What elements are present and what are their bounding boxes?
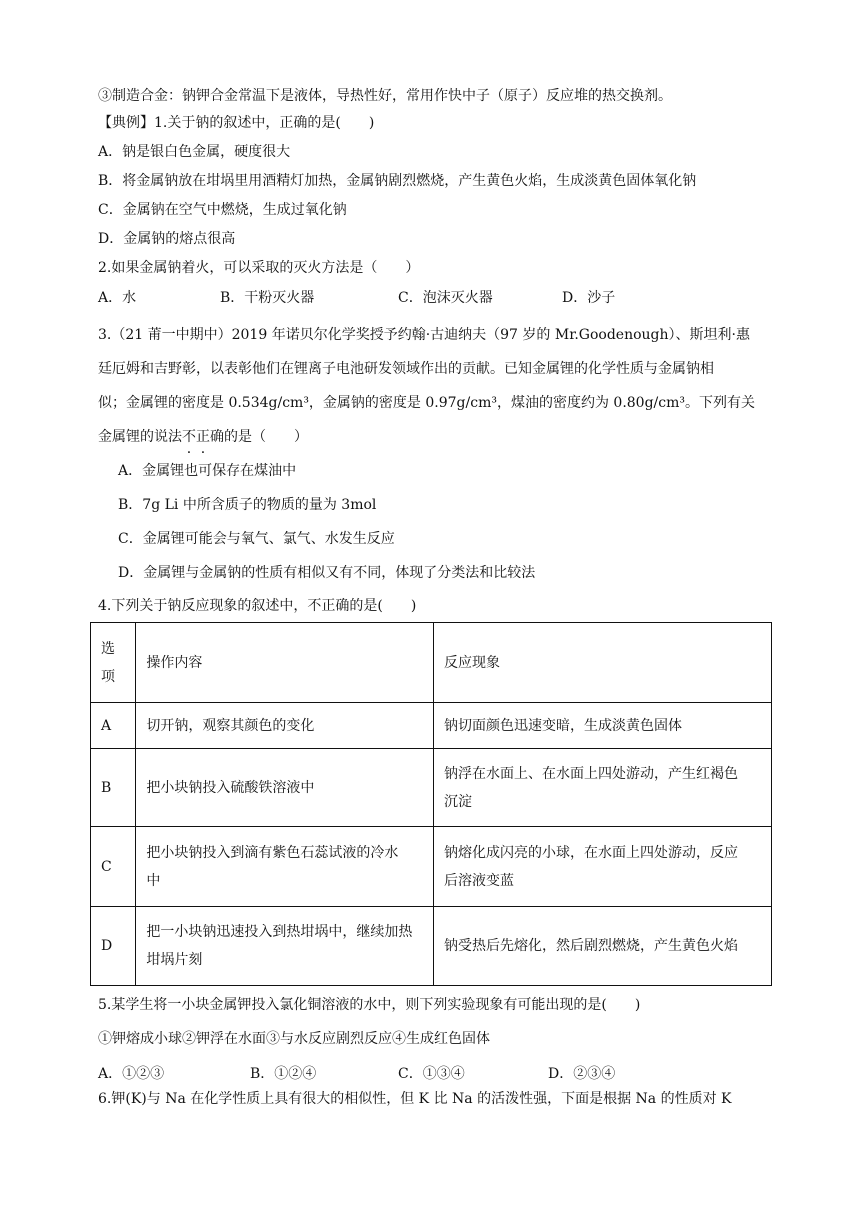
q1-option-d: D．金属钠的熔点很高 bbox=[98, 231, 236, 247]
header-phenomenon: 反应现象 bbox=[434, 623, 772, 703]
q5-option-a: A．①②③ bbox=[98, 1066, 165, 1082]
example-heading: 【典例】1.关于钠的叙述中，正确的是( ) bbox=[98, 115, 375, 131]
row-phenomenon: 钠受热后先熔化，然后剧烈燃烧，产生黄色火焰 bbox=[434, 907, 772, 986]
row-operation: 把一小块钠迅速投入到热坩埚中，继续加热 坩埚片刻 bbox=[136, 907, 434, 986]
table-row bbox=[91, 749, 772, 827]
q3-option-b: B．7g Li 中所含质子的物质的量为 3mol bbox=[118, 497, 377, 513]
table-row bbox=[91, 703, 772, 749]
row-operation: 切开钠，观察其颜色的变化 bbox=[136, 703, 434, 749]
row-label: B bbox=[91, 749, 136, 827]
table-header-row bbox=[91, 623, 772, 703]
row-phenomenon: 钠切面颜色迅速变暗，生成淡黄色固体 bbox=[434, 703, 772, 749]
q4-table bbox=[90, 622, 772, 986]
q2-option-c: C．泡沫灭火器 bbox=[398, 290, 493, 306]
header-option: 选 项 bbox=[91, 623, 136, 703]
question-3-line3: 似；金属锂的密度是 0.534g/cm³，金属钠的密度是 0.97g/cm³，煤油的密度约为 0.80g/cm³。下列有关 bbox=[98, 395, 755, 411]
row-label: A bbox=[91, 703, 136, 749]
table-row bbox=[91, 827, 772, 907]
q1-option-a: A．钠是银白色金属，硬度很大 bbox=[98, 144, 291, 160]
q5-option-c: C．①③④ bbox=[398, 1066, 465, 1082]
q3-text-post: 确的是（ ） bbox=[210, 429, 308, 445]
question-3-line1: 3.（21 莆一中期中）2019 年诺贝尔化学奖授予约翰·古迪纳夫（97 岁的 Mr.Goodenough）、斯坦利·惠 bbox=[98, 327, 750, 343]
question-6: 6.钾(K)与 Na 在化学性质上具有很大的相似性，但 K 比 Na 的活泼性强，下面是根据 Na 的性质对 K bbox=[98, 1091, 732, 1107]
q3-option-a: A．金属锂也可保存在煤油中 bbox=[118, 463, 297, 479]
q1-option-c: C．金属钠在空气中燃烧，生成过氧化钠 bbox=[98, 202, 347, 218]
question-3-line2: 廷厄姆和吉野彰，以表彰他们在锂离子电池研发领域作出的贡献。已知金属锂的化学性质与金属钠相 bbox=[98, 361, 714, 377]
q5-option-d: D．②③④ bbox=[548, 1066, 616, 1082]
q2-option-b: B．干粉灭火器 bbox=[220, 290, 315, 306]
header-operation: 操作内容 bbox=[136, 623, 434, 703]
q5-option-b: B．①②④ bbox=[250, 1066, 317, 1082]
q5-statements: ①钾熔成小球②钾浮在水面③与水反应剧烈反应④生成红色固体 bbox=[98, 1031, 490, 1047]
question-5: 5.某学生将一小块金属钾投入氯化铜溶液的水中，则下列实验现象有可能出现的是( ) bbox=[98, 997, 641, 1013]
q2-option-a: A．水 bbox=[98, 290, 137, 306]
question-2: 2.如果金属钠着火，可以采取的灭火方法是（ ） bbox=[98, 260, 420, 276]
q3-option-d: D．金属锂与金属钠的性质有相似又有不同，体现了分类法和比较法 bbox=[118, 565, 536, 581]
row-operation: 把小块钠投入硫酸铁溶液中 bbox=[136, 749, 434, 827]
emphasis-char: 不 bbox=[182, 429, 196, 445]
question-4: 4.下列关于钠反应现象的叙述中，不正确的是( ) bbox=[98, 598, 417, 614]
row-label: D bbox=[91, 907, 136, 986]
q3-text-pre: 金属锂的说法 bbox=[98, 429, 182, 445]
row-phenomenon: 钠熔化成闪亮的小球，在水面上四处游动，反应 后溶液变蓝 bbox=[434, 827, 772, 907]
row-operation: 把小块钠投入到滴有紫色石蕊试液的冷水 中 bbox=[136, 827, 434, 907]
q3-option-c: C．金属锂可能会与氧气、氯气、水发生反应 bbox=[118, 531, 395, 547]
question-3-line4 bbox=[98, 427, 308, 447]
row-phenomenon: 钠浮在水面上、在水面上四处游动，产生红褐色 沉淀 bbox=[434, 749, 772, 827]
row-label: C bbox=[91, 827, 136, 907]
q2-option-d: D．沙子 bbox=[562, 290, 616, 306]
table-row bbox=[91, 907, 772, 986]
emphasis-char: 正 bbox=[196, 429, 210, 445]
text-line: ③制造合金：钠钾合金常温下是液体，导热性好，常用作快中子（原子）反应堆的热交换剂。 bbox=[98, 88, 672, 104]
q1-option-b: B．将金属钠放在坩埚里用酒精灯加热，金属钠剧烈燃烧，产生黄色火焰，生成淡黄色固体氧化钠 bbox=[98, 173, 697, 189]
